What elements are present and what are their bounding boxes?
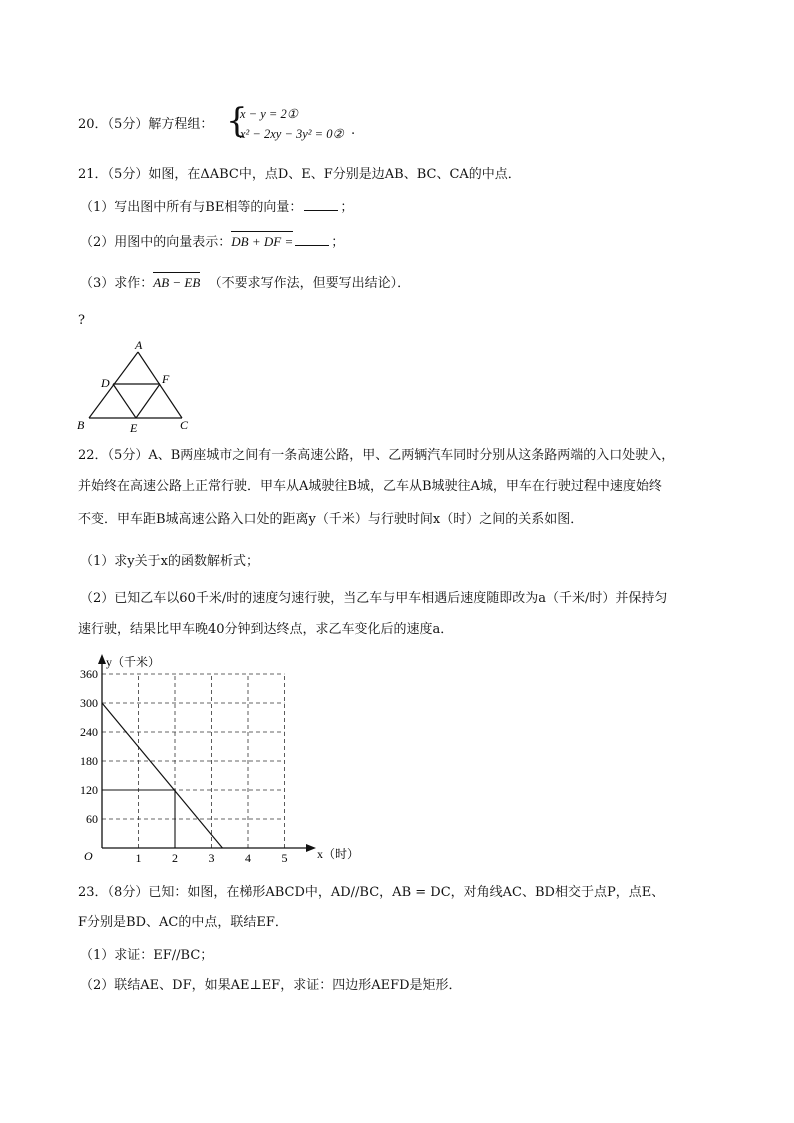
answer-blank-2[interactable]: [295, 233, 329, 246]
x-tick-label-4: 4: [245, 851, 251, 865]
q21-part2: [80, 233, 344, 252]
y-axis-arrow: [98, 654, 106, 664]
x-axis-arrow: [306, 844, 316, 852]
equation-2: x² − 2xy − 3y² = 0②: [240, 127, 344, 141]
question-mark: ?: [78, 313, 85, 328]
q22-part1: （1）求y关于x的函数解析式；: [80, 554, 259, 569]
label-C: C: [180, 418, 189, 432]
label-B: B: [77, 418, 85, 432]
q21-part3-text: （3）求作：: [80, 276, 154, 291]
y-axis-label: y（千米）: [106, 655, 161, 669]
q22-part2b: 速行驶，结果比甲车晚40分钟到达终点，求乙车变化后的速度a．: [78, 622, 454, 637]
q22-part2a: （2）已知乙车以60千米/时的速度匀速行驶，当乙车与甲车相遇后速度随即改为a（千米/时）并保持匀: [80, 591, 668, 606]
y-tick-label-120: 120: [80, 783, 98, 797]
y-tick-label-360: 360: [80, 667, 98, 681]
x-tick-label-3: 3: [208, 851, 215, 865]
y-tick-label-60: 60: [86, 812, 98, 826]
label-D: D: [101, 376, 110, 390]
answer-blank-1[interactable]: [304, 198, 338, 211]
vector-expression-3: AB − EB: [153, 275, 201, 290]
x-axis-label: x（时）: [317, 847, 360, 861]
y-tick-label-240: 240: [80, 725, 98, 739]
q21-part1-text: （1）写出图中所有与BE相等的向量：: [80, 200, 303, 215]
chart-grid: [102, 674, 285, 848]
q23-part2: （2）联结AE、DF，如果AE⊥EF，求证：四边形AEFD是矩形．: [80, 978, 462, 993]
q20-end: .: [351, 123, 356, 138]
label-F: F: [162, 372, 170, 386]
q21-label: 21．（5分）如图，在ΔABC中，点D、E、F分别是边AB、BC、CA的中点．: [78, 167, 521, 182]
y-tick-label-180: 180: [80, 754, 98, 768]
q23-line1: 23．（8分）已知：如图，在梯形ABCD中，AD//BC，AB = DC，对角线AC、BD相交于点P，点E、: [78, 885, 665, 900]
q22-line2: 并始终在高速公路上正常行驶．甲车从A城驶往B城，乙车从B城驶往A城，甲车在行驶过程中速度始终: [78, 479, 662, 494]
chart-ticks: [80, 667, 288, 865]
q21-part1-end: ；: [340, 200, 354, 215]
q21-part1: [80, 198, 353, 217]
brace: {: [226, 101, 248, 141]
label-E: E: [130, 421, 138, 432]
y-tick-label-300: 300: [80, 696, 98, 710]
q22-line3: 不变．甲车距B城高速公路入口处的距离y（千米）与行驶时间x（时）之间的关系如图．: [78, 512, 584, 527]
triangle-figure: [70, 332, 210, 432]
vector-expression-2: DB + DF =: [231, 234, 294, 249]
distance-time-chart: [70, 648, 370, 866]
chart-axes: [98, 654, 316, 852]
q20-label: 20．（5分）解方程组：: [78, 117, 214, 132]
label-A: A: [135, 338, 143, 352]
q21-part2-end: ；: [331, 235, 345, 250]
series-line-0: [102, 703, 222, 848]
q23-part1: （1）求证：EF//BC；: [80, 948, 214, 963]
x-tick-label-5: 5: [281, 851, 288, 865]
q21-part3: [80, 274, 410, 293]
q21-part2-text: （2）用图中的向量表示：: [80, 235, 232, 250]
q22-line1: 22．（5分）A、B两座城市之间有一条高速公路，甲、乙两辆汽车同时分别从这条路两端的入口处驶入，: [78, 448, 675, 463]
q23-line2: F分别是BD、AC的中点，联结EF．: [78, 915, 288, 930]
equation-1: x − y = 2①: [240, 107, 298, 121]
x-tick-label-2: 2: [172, 851, 178, 865]
q21-part3-note: （不要求写作法，但要写出结论）．: [208, 276, 411, 291]
x-tick-label-1: 1: [135, 851, 142, 865]
origin-label: O: [84, 849, 93, 863]
chart-series: [102, 703, 222, 848]
